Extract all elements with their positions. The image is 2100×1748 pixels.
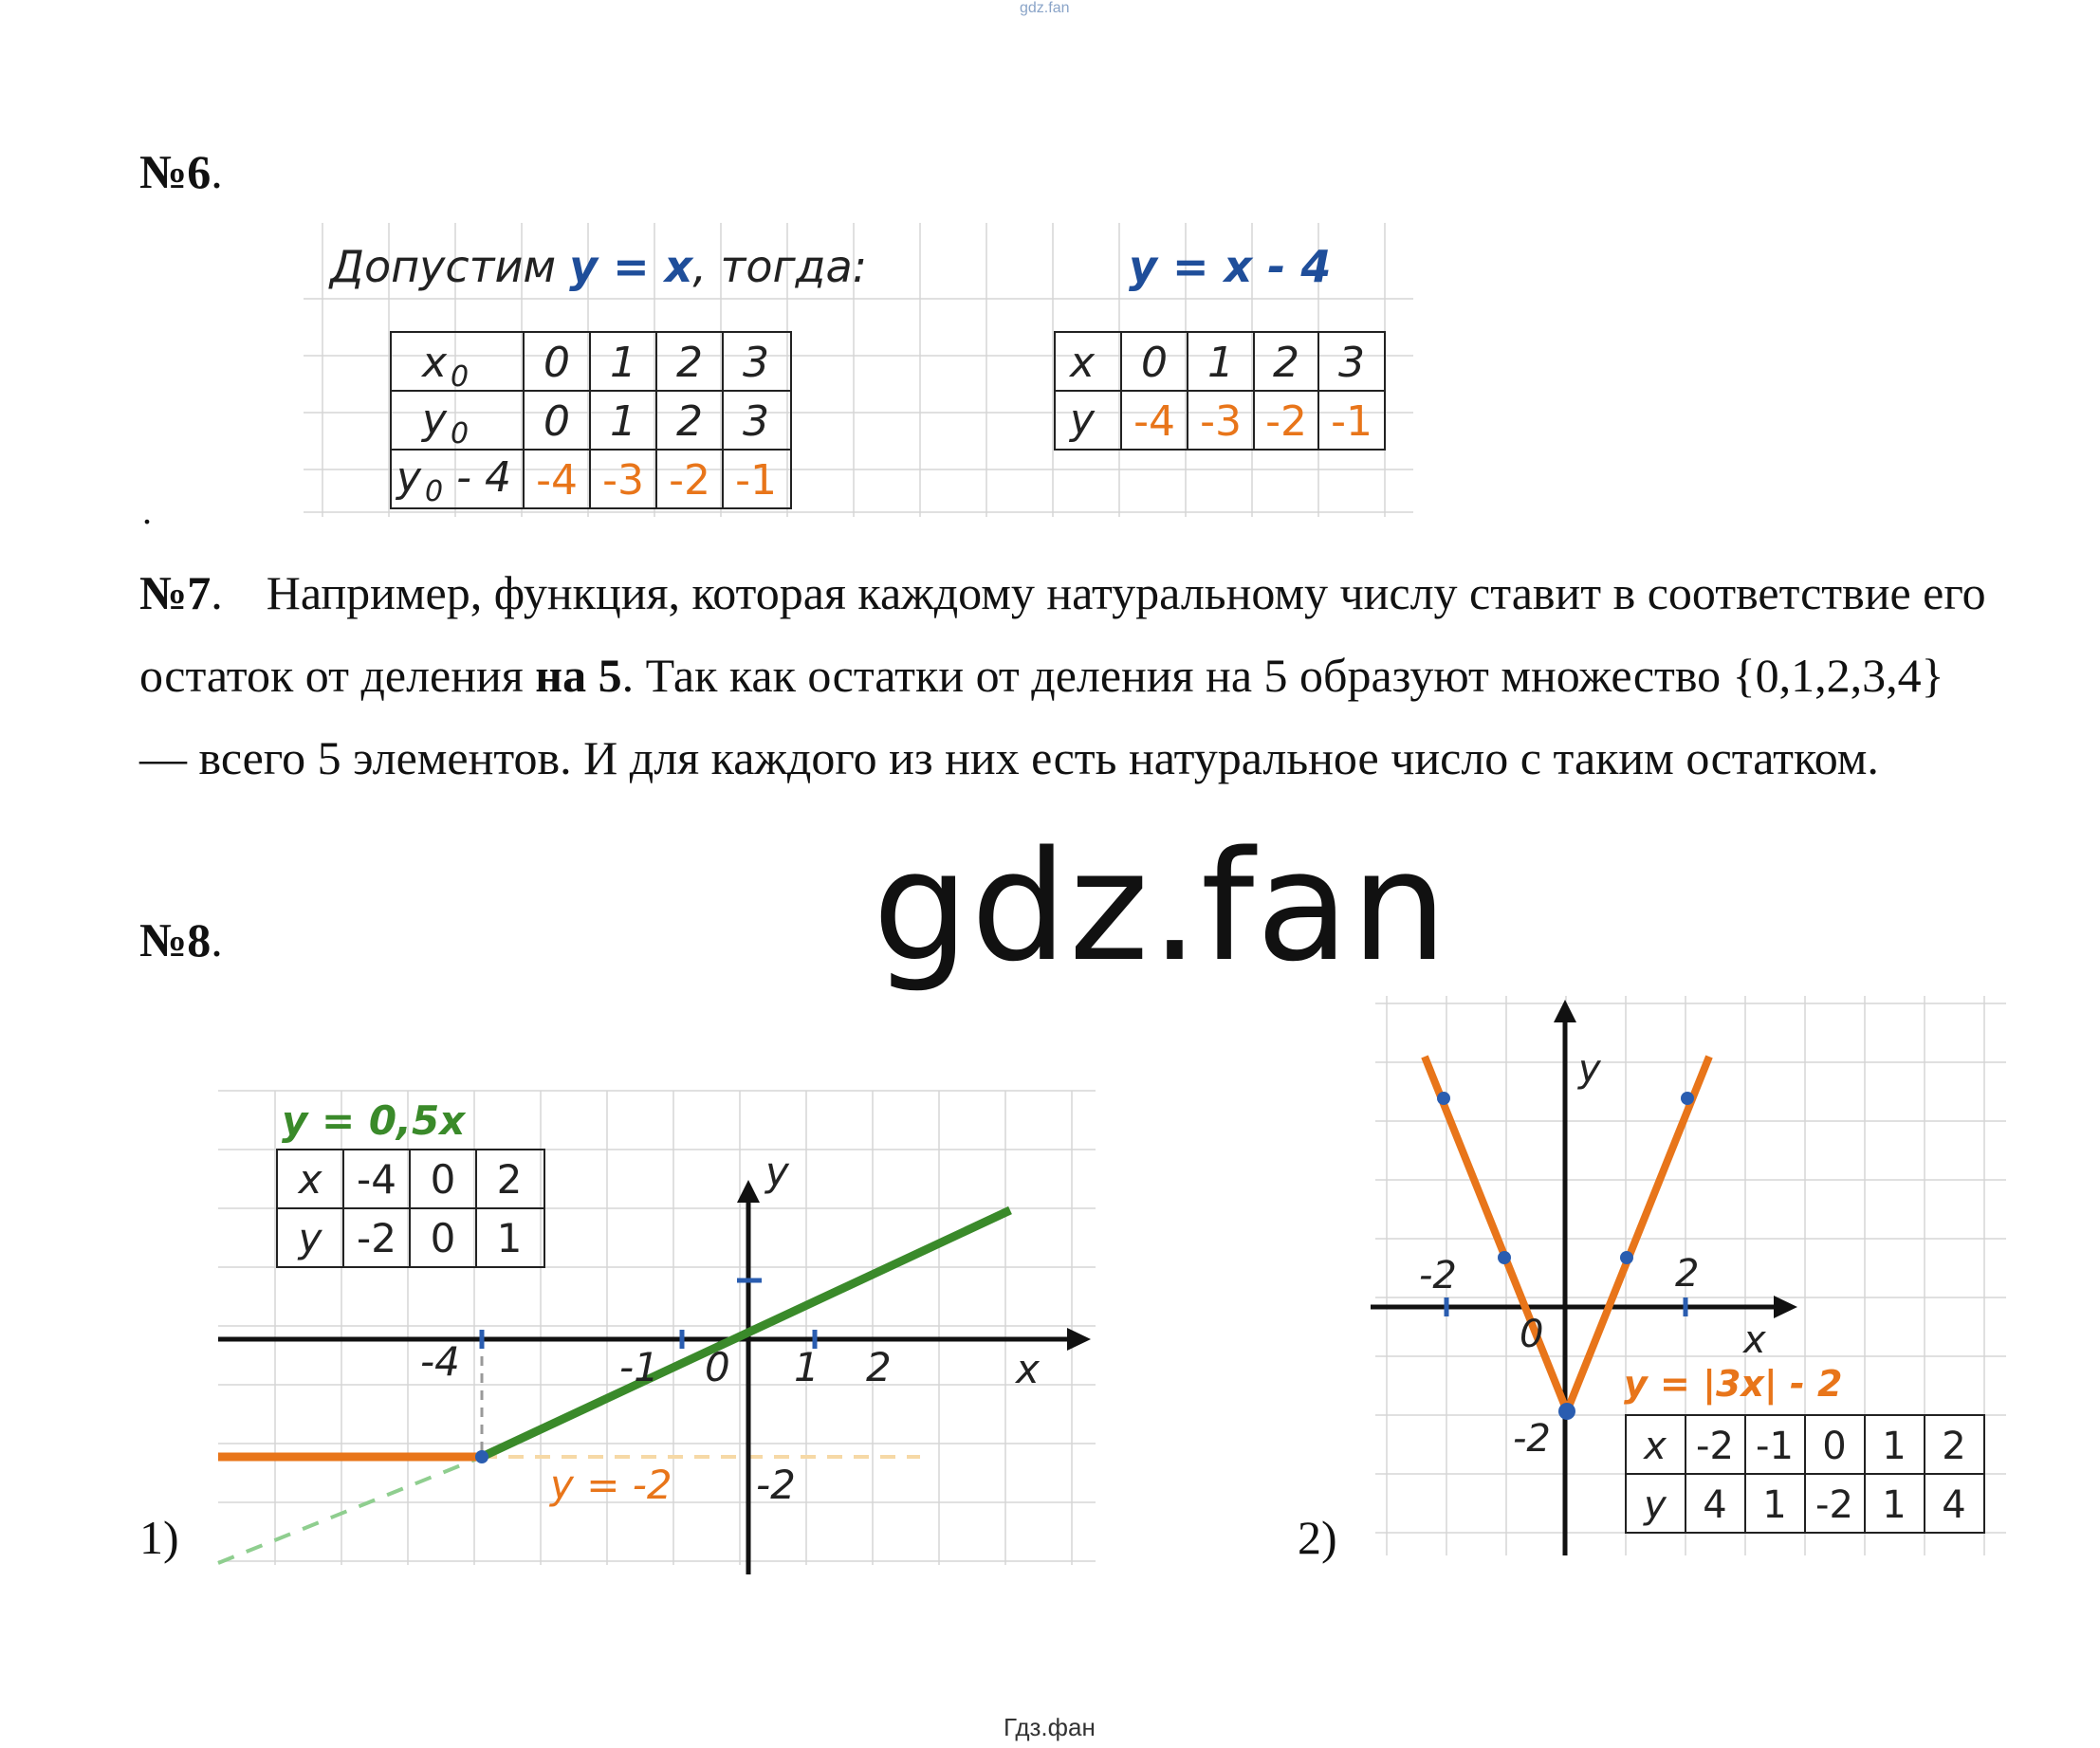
table-cell: 1 (610, 339, 636, 387)
table-cell: 2 (1942, 1425, 1966, 1468)
table-cell: 2 (676, 397, 703, 446)
table-cell: -2 (357, 1215, 396, 1261)
graph1-label: 1) (139, 1511, 179, 1564)
task6-figure (304, 223, 1423, 526)
table-cell: -4 (536, 456, 578, 505)
task6-number-dot: . (211, 145, 223, 198)
task6-intro-suffix: , тогда: (692, 241, 868, 292)
graph1-dashed-line (218, 1457, 482, 1563)
graph1-horizontal-label: y = -2 (550, 1462, 672, 1508)
task7-text-part2: . Так как остатки от деления на 5 образуют множество {0,1,2,3,4} — всего 5 элементов. И для каждого из них есть натуральное число с таким остатком. (139, 649, 1944, 784)
table-cell: 4 (1942, 1483, 1966, 1527)
stray-dot: . (142, 489, 152, 532)
task7-text-bold: на 5 (535, 649, 622, 702)
task6-intro (328, 241, 867, 292)
graph1-y-label: y (765, 1149, 789, 1195)
table-cell: -4 (357, 1156, 396, 1203)
graph1-x-label: x (1016, 1346, 1040, 1392)
tick-label: 0 (1520, 1313, 1544, 1356)
graph2-y-label: y (1578, 1047, 1601, 1091)
graph2-x-label: x (1743, 1318, 1766, 1362)
table-row-label: y $_0$ (422, 396, 470, 451)
table-cell: -3 (1200, 397, 1242, 446)
table-cell: 3 (743, 339, 769, 387)
table-cell: 2 (676, 339, 703, 387)
table-cell: 1 (1762, 1483, 1787, 1527)
tick-label: -2 (756, 1462, 796, 1508)
table-cell: -1 (1331, 397, 1372, 446)
source-mark: gdz.fan (1020, 0, 1070, 16)
tick-label: 1 (794, 1344, 820, 1390)
table-cell: 0 (430, 1156, 456, 1203)
graph2-formula: y = |3x| - 2 (1624, 1363, 1843, 1405)
task7-number-dot: . (211, 566, 223, 619)
graph2-table (1626, 1415, 1984, 1533)
table-cell: -3 (602, 456, 644, 505)
table-cell: 0 (543, 397, 570, 446)
table-cell: 3 (743, 397, 769, 446)
graph2 (1366, 986, 2011, 1574)
table-row-label: y (1070, 396, 1096, 444)
table-cell: 2 (496, 1156, 523, 1203)
table-cell: 1 (496, 1215, 523, 1261)
graph1-formula: y = 0,5x (282, 1097, 466, 1144)
tick-label: 2 (1675, 1252, 1700, 1296)
task6-intro-formula: y = x (569, 241, 693, 292)
tick-label: 0 (705, 1344, 730, 1390)
task6-table-left-headers (395, 339, 511, 508)
graph2-x-arrow-icon (1774, 1296, 1797, 1318)
table-cell: 3 (1338, 339, 1365, 387)
table-cell: 1 (1207, 339, 1234, 387)
table-cell: 2 (1273, 339, 1299, 387)
table-cell: -1 (735, 456, 777, 505)
table-row-label: y $_0$ - 4 (396, 453, 511, 508)
table-cell: 1 (1882, 1483, 1907, 1527)
footer-text: Гдз.фан (1004, 1713, 1096, 1741)
task7-paragraph (139, 552, 1999, 800)
tick-label: -2 (1513, 1417, 1551, 1461)
task8-heading (139, 912, 223, 967)
table-cell: 1 (1882, 1425, 1907, 1468)
table-cell: 1 (610, 397, 636, 446)
table-cell: -1 (1756, 1425, 1794, 1468)
task8-number: №8 (139, 913, 212, 966)
table-cell: 0 (543, 339, 570, 387)
task6-right-title: y = x - 4 (1129, 241, 1332, 292)
table-cell: 0 (1141, 339, 1168, 387)
table-cell: 4 (1703, 1483, 1727, 1527)
task6-number: №6 (139, 145, 212, 198)
task6-heading (139, 144, 223, 199)
tick-label: -4 (420, 1338, 460, 1385)
task8-number-dot: . (211, 913, 223, 966)
graph1-x-arrow-icon (1067, 1328, 1091, 1351)
table-cell: -4 (1133, 397, 1175, 446)
tick-label: 2 (866, 1344, 892, 1390)
graph1-point (475, 1450, 488, 1463)
table-cell: 0 (430, 1215, 456, 1261)
table-row-label: y (298, 1215, 322, 1261)
table-cell: -2 (1265, 397, 1307, 446)
table-cell: -2 (669, 456, 710, 505)
table-row-label: x $_0$ (422, 339, 470, 394)
table-cell: 0 (1822, 1425, 1847, 1468)
table-row-label: x (1070, 339, 1096, 387)
graph1 (213, 1081, 1124, 1574)
table-cell: -2 (1815, 1483, 1853, 1527)
tick-label: -1 (619, 1344, 659, 1390)
task7-number: №7 (139, 566, 212, 619)
table-cell: -2 (1696, 1425, 1734, 1468)
task7-text-part1: Например, функция, которая каждому натуральному числу ставит в соответствие его остаток от деления (139, 566, 1986, 702)
tick-label: -2 (1419, 1254, 1457, 1297)
table-row-label: x (298, 1156, 322, 1203)
graph2-label: 2) (1298, 1511, 1337, 1564)
task6-intro-prefix: Допустим (330, 241, 557, 292)
watermark: gdz.fan (873, 818, 1449, 995)
graph2-table-cells (1642, 1425, 1966, 1527)
table-row-label: y (1644, 1483, 1667, 1527)
table-row-label: x (1644, 1425, 1667, 1468)
